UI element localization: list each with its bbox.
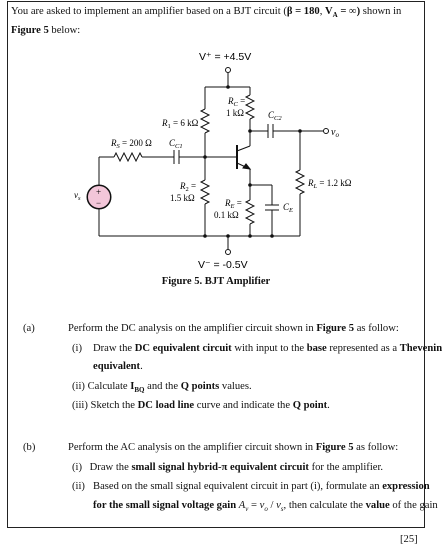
re-value: 0.1 kΩ bbox=[214, 210, 239, 220]
vplus-label: V⁺ = +4.5V bbox=[199, 51, 252, 63]
part-b-label: (b) bbox=[23, 442, 36, 453]
part-a-i-text: Draw the DC equivalent circuit with input to the base represented as a Thevenin bbox=[93, 343, 442, 354]
rc-value: 1 kΩ bbox=[226, 108, 244, 118]
part-b-ii-text: Based on the small signal equivalent circuit in part (i), formulate an expression bbox=[93, 481, 430, 492]
intro-line-2: Figure 5 below: bbox=[11, 25, 81, 36]
part-b-ii-num: (ii) bbox=[72, 481, 85, 492]
marks-label: [25] bbox=[400, 534, 418, 545]
part-b-i: (i) Draw the small signal hybrid-π equivalent circuit for the amplifier. bbox=[72, 462, 384, 473]
part-b-lead: Perform the AC analysis on the amplifier circuit shown in Figure 5 as follow: bbox=[68, 442, 399, 453]
vs-label: $v_s$ bbox=[74, 190, 81, 202]
cc1-label: $C_{C1}$ bbox=[169, 138, 183, 150]
rl-label: $R_L = 1.2$ kΩ bbox=[308, 178, 352, 190]
r2-value: 1.5 kΩ bbox=[170, 193, 195, 203]
figure-caption: Figure 5. BJT Amplifier bbox=[161, 276, 271, 287]
rc-label: $R_C$ = bbox=[228, 96, 246, 108]
vo-label: $v_o$ bbox=[331, 127, 339, 139]
cc2-label: $C_{C2}$ bbox=[268, 110, 282, 122]
source-plus: + bbox=[96, 187, 102, 197]
r1-label: $R_1 = 6$ kΩ bbox=[162, 118, 199, 130]
part-a-ii: (ii) Calculate $I_{BQ}$ and the Q points values. bbox=[72, 381, 252, 395]
part-a-i-text-cont: equivalent. bbox=[93, 361, 143, 372]
ce-label: $C_E$ bbox=[283, 202, 293, 214]
source-minus: − bbox=[96, 198, 102, 208]
intro-line-1: You are asked to implement an amplifier based on a BJT circuit (β = 180, $V_A$ = ∞) shown in bbox=[11, 6, 402, 20]
part-a-lead: Perform the DC analysis on the amplifier circuit shown in Figure 5 as follow: bbox=[68, 323, 399, 334]
part-a-iii: (iii) Sketch the DC load line curve and indicate the Q point. bbox=[72, 400, 330, 411]
part-b-ii-text-cont: for the small signal voltage gain $A_v = v_o / v_s$, then calculate the value of the gain bbox=[93, 500, 438, 514]
part-a-label: (a) bbox=[23, 323, 35, 334]
part-a-i-num: (i) bbox=[72, 343, 82, 354]
re-label: $R_E$ = bbox=[225, 198, 242, 210]
vminus-label: V⁻ = -0.5V bbox=[198, 259, 248, 271]
rs-label: $R_S = 200$ Ω bbox=[111, 138, 152, 150]
r2-label: $R_2$ = bbox=[180, 181, 197, 193]
